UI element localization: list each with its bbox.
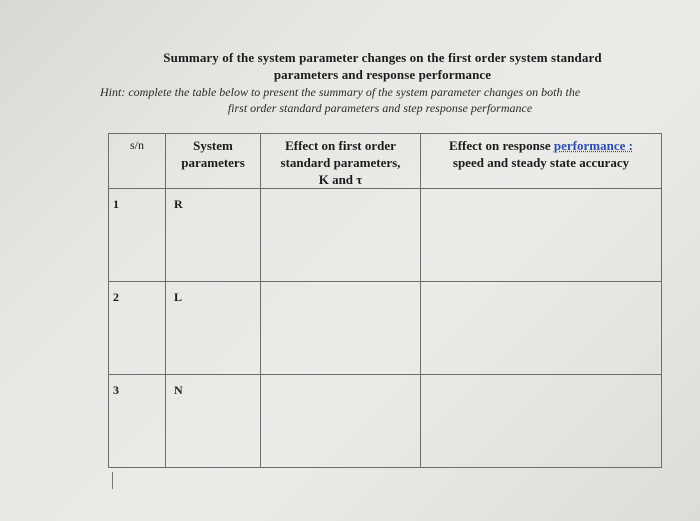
header-sn: s/n bbox=[109, 134, 166, 189]
row-1-effect-response-cell[interactable] bbox=[421, 189, 662, 282]
header-system-parameters-line-2: parameters bbox=[181, 155, 245, 170]
row-2-parameter: L bbox=[166, 282, 261, 375]
row-2-effect-first-order-cell[interactable] bbox=[261, 282, 421, 375]
row-3-parameter: N bbox=[166, 375, 261, 468]
hint-label: Hint: bbox=[100, 85, 126, 99]
text-cursor-mark bbox=[112, 472, 113, 489]
header-effect-first-order-line-3: K and τ bbox=[318, 172, 363, 187]
header-effect-response-line-2: speed and steady state accuracy bbox=[452, 155, 630, 170]
document-title-line-2: parameters and response performance bbox=[273, 67, 492, 82]
hint-line-1 bbox=[100, 85, 670, 100]
table-header-row bbox=[109, 134, 662, 189]
summary-table bbox=[108, 133, 662, 468]
table-row bbox=[109, 189, 662, 282]
row-3-sn: 3 bbox=[109, 375, 166, 468]
table-row bbox=[109, 375, 662, 468]
row-3-effect-first-order-cell[interactable] bbox=[261, 375, 421, 468]
header-performance-link: performance : bbox=[553, 138, 633, 153]
row-3-effect-response-cell[interactable] bbox=[421, 375, 662, 468]
row-2-sn: 2 bbox=[109, 282, 166, 375]
row-1-sn: 1 bbox=[109, 189, 166, 282]
header-effect-first-order bbox=[261, 134, 421, 189]
header-effect-response-prefix: Effect on response bbox=[449, 138, 554, 153]
hint-line-2: first order standard parameters and step response performance bbox=[227, 101, 533, 115]
table-row bbox=[109, 282, 662, 375]
header-effect-first-order-line-2: standard parameters, bbox=[280, 155, 401, 170]
header-effect-first-order-line-1: Effect on first order bbox=[285, 138, 396, 153]
document-title-line-1: Summary of the system parameter changes on the first order system standard bbox=[163, 50, 602, 65]
row-2-effect-response-cell[interactable] bbox=[421, 282, 662, 375]
header-system-parameters-line-1: System bbox=[193, 138, 233, 153]
hint-text-1: complete the table below to present the summary of the system parameter changes on both the bbox=[128, 85, 581, 99]
header-system-parameters bbox=[166, 134, 261, 189]
header-effect-response-line-1 bbox=[421, 137, 661, 154]
row-1-effect-first-order-cell[interactable] bbox=[261, 189, 421, 282]
row-1-parameter: R bbox=[166, 189, 261, 282]
header-effect-response bbox=[421, 134, 662, 189]
